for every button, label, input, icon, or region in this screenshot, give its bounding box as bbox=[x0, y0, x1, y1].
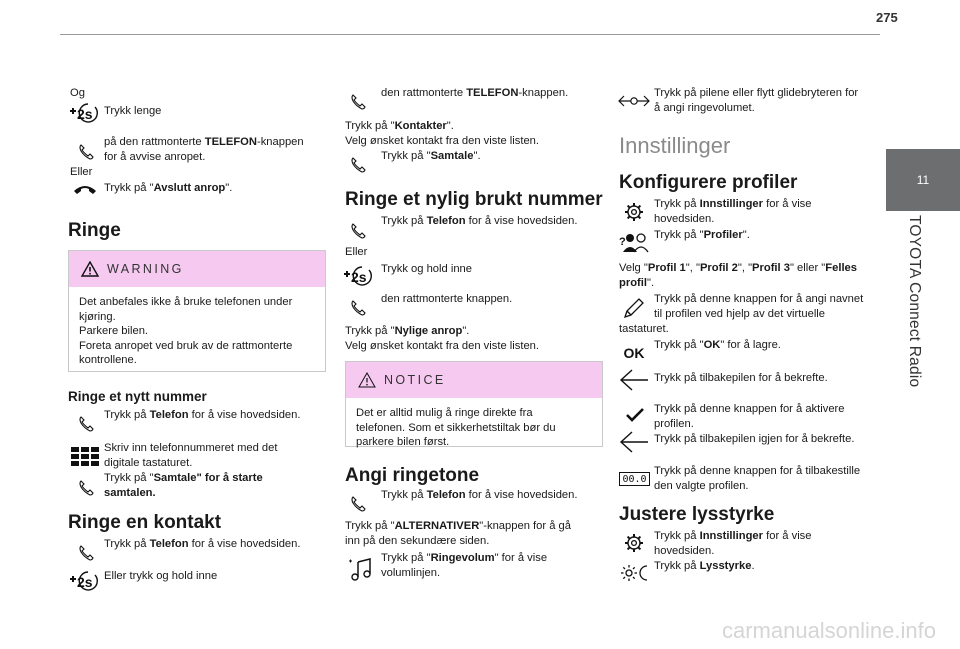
phone-handset-icon bbox=[348, 298, 368, 318]
text-k4c: tastaturet. bbox=[619, 323, 669, 335]
phone-handset-icon bbox=[76, 142, 96, 162]
text-nytt-3a: Trykk på "Samtale" for å starte bbox=[104, 472, 263, 484]
text-c2a: Trykk på "Kontakter". bbox=[345, 120, 454, 132]
pencil-icon bbox=[622, 296, 646, 320]
text-k4a: Trykk på denne knappen for å angi navnet bbox=[654, 293, 864, 305]
text-k2: Trykk på "Profiler". bbox=[654, 229, 750, 241]
notice-body bbox=[346, 398, 602, 458]
text-c3: Trykk på "Samtale". bbox=[381, 150, 481, 162]
back-arrow-icon bbox=[618, 430, 650, 454]
phone-handset-icon bbox=[76, 478, 96, 498]
checkmark-icon bbox=[624, 406, 646, 424]
text-eller-2: Eller bbox=[345, 246, 368, 258]
text-k8: Trykk på tilbakepilen igjen for å bekrefte. bbox=[654, 433, 855, 445]
text-n4a: Trykk på "Nylige anrop". bbox=[345, 325, 470, 337]
text-k3a: Velg "Profil 1", "Profil 2", "Profil 3" eller "Felles bbox=[619, 262, 857, 274]
warning-triangle-icon bbox=[81, 261, 99, 277]
phone-handset-icon bbox=[348, 155, 368, 175]
text-n1: Trykk på Telefon for å vise hovedsiden. bbox=[381, 215, 578, 227]
heading-ringe: Ringe bbox=[68, 220, 121, 241]
notice-header bbox=[346, 362, 602, 398]
warning-line: Det anbefales ikke å bruke telefonen under bbox=[79, 296, 293, 308]
hold-2s-icon bbox=[68, 102, 100, 126]
chapter-tab[interactable]: 11 bbox=[886, 149, 960, 211]
text-k3b: profil". bbox=[619, 277, 655, 289]
hold-2s-icon bbox=[68, 570, 100, 594]
text-c2b: Velg ønsket kontakt fra den viste listen. bbox=[345, 135, 540, 147]
keypad-icon bbox=[70, 446, 100, 468]
text-k5: Trykk på "OK" for å lagre. bbox=[654, 339, 781, 351]
phone-handset-icon bbox=[76, 543, 96, 563]
phone-handset-icon bbox=[348, 494, 368, 514]
heading-ringetone: Angi ringetone bbox=[345, 465, 480, 486]
text-v1a: Trykk på pilene eller flytt glidebryteren for bbox=[654, 87, 859, 99]
svg-text:2s: 2s bbox=[351, 269, 367, 285]
text-k9a: Trykk på denne knappen for å tilbakestille bbox=[654, 465, 861, 477]
text-eller: Eller bbox=[70, 166, 93, 178]
text-nytt-1: Trykk på Telefon for å vise hovedsiden. bbox=[104, 409, 301, 421]
notice-triangle-icon bbox=[358, 372, 376, 388]
footer-watermark: carmanualsonline.info bbox=[721, 618, 936, 643]
text-nytt-3b: samtalen. bbox=[104, 487, 156, 499]
ok-icon: OK bbox=[623, 345, 645, 361]
reset-icon: 00.0 bbox=[619, 472, 650, 486]
hang-up-icon bbox=[70, 180, 100, 198]
svg-text:2s: 2s bbox=[77, 106, 93, 122]
text-n3: den rattmonterte knappen. bbox=[381, 293, 513, 305]
warning-box bbox=[68, 250, 326, 372]
text-c1: den rattmonterte TELEFON-knappen. bbox=[381, 87, 569, 99]
text-l1a: Trykk på Innstillinger for å vise bbox=[654, 530, 812, 542]
notice-line: Det er alltid mulig å ringe direkte fra bbox=[356, 407, 533, 419]
text-l2: Trykk på Lysstyrke. bbox=[654, 560, 755, 572]
text-trykk-lenge: Trykk lenge bbox=[104, 105, 162, 117]
slider-arrows-icon bbox=[618, 92, 650, 110]
text-k6: Trykk på tilbakepilen for å bekrefte. bbox=[654, 372, 828, 384]
svg-text:2s: 2s bbox=[77, 574, 93, 590]
phone-handset-icon bbox=[348, 92, 368, 112]
profiles-icon bbox=[618, 230, 652, 254]
text-r2b: inn på den sekundære siden. bbox=[345, 535, 490, 547]
text-k7b: profilen. bbox=[654, 418, 694, 430]
text-kontakt-2: Eller trykk og hold inne bbox=[104, 570, 218, 582]
text-r1: Trykk på Telefon for å vise hovedsiden. bbox=[381, 489, 578, 501]
text-k7a: Trykk på denne knappen for å aktivere bbox=[654, 403, 845, 415]
warning-line: kjøring. bbox=[79, 310, 116, 323]
text-l1b: hovedsiden. bbox=[654, 545, 715, 557]
text-kontakt-1: Trykk på Telefon for å vise hovedsiden. bbox=[104, 538, 301, 550]
text-nytt-2b: digitale tastaturet. bbox=[104, 457, 193, 469]
gear-icon bbox=[622, 531, 646, 555]
text-v1b: å angi ringevolumet. bbox=[654, 102, 755, 114]
text-r2a: Trykk på "ALTERNATIVER"-knappen for å gå bbox=[345, 520, 571, 532]
warning-line: Foreta anropet ved bruk av de rattmonterte bbox=[79, 339, 293, 352]
text-avslutt: Trykk på "Avslutt anrop". bbox=[104, 182, 233, 194]
heading-konfigurere: Konfigurere profiler bbox=[619, 172, 798, 193]
phone-handset-icon bbox=[76, 414, 96, 434]
text-avvise-1: på den rattmonterte TELEFON-knappen bbox=[104, 136, 304, 148]
text-r3b: volumlinjen. bbox=[381, 567, 441, 579]
brightness-icon bbox=[620, 562, 650, 584]
notice-line: telefonen. Som et sikkerhetstiltak bør du bbox=[356, 421, 556, 434]
warning-line: Parkere bilen. bbox=[79, 325, 149, 337]
heading-nylig: Ringe et nylig brukt nummer bbox=[345, 189, 603, 210]
notice-line: parkere bilen først. bbox=[356, 436, 450, 448]
text-avvise-2: for å avvise anropet. bbox=[104, 151, 206, 163]
text-n2: Trykk og hold inne bbox=[381, 263, 472, 275]
text-k9b: den valgte profilen. bbox=[654, 480, 749, 492]
back-arrow-icon bbox=[618, 368, 650, 392]
text-k1b: hovedsiden. bbox=[654, 213, 715, 225]
warning-body bbox=[69, 287, 325, 376]
text-og: Og bbox=[70, 87, 85, 99]
notice-label: NOTICE bbox=[384, 373, 446, 387]
hold-2s-icon bbox=[342, 265, 374, 289]
text-nytt-2a: Skriv inn telefonnummeret med det bbox=[104, 442, 278, 454]
text-r3a: Trykk på "Ringevolum" for å vise bbox=[381, 552, 548, 564]
heading-nytt-nummer: Ringe et nytt nummer bbox=[68, 389, 207, 404]
heading-lysstyrke: Justere lysstyrke bbox=[619, 504, 775, 525]
chapter-title: TOYOTA Connect Radio bbox=[906, 215, 923, 388]
heading-ringe-kontakt: Ringe en kontakt bbox=[68, 512, 222, 533]
text-k1a: Trykk på Innstillinger for å vise bbox=[654, 198, 812, 210]
text-n4b: Velg ønsket kontakt fra den viste listen. bbox=[345, 340, 540, 352]
gear-icon bbox=[622, 200, 646, 224]
page-number: 275 bbox=[876, 10, 898, 25]
phone-handset-icon bbox=[348, 221, 368, 241]
svg-text:?: ? bbox=[619, 236, 626, 248]
music-note-icon bbox=[346, 556, 374, 582]
warning-label: WARNING bbox=[107, 262, 184, 276]
header-divider bbox=[60, 34, 880, 35]
text-k4b: til profilen ved hjelp av det virtuelle bbox=[654, 308, 826, 320]
warning-line: kontrollene. bbox=[79, 354, 137, 366]
notice-box bbox=[345, 361, 603, 447]
warning-header bbox=[69, 251, 325, 287]
heading-innstillinger: Innstillinger bbox=[619, 133, 731, 158]
